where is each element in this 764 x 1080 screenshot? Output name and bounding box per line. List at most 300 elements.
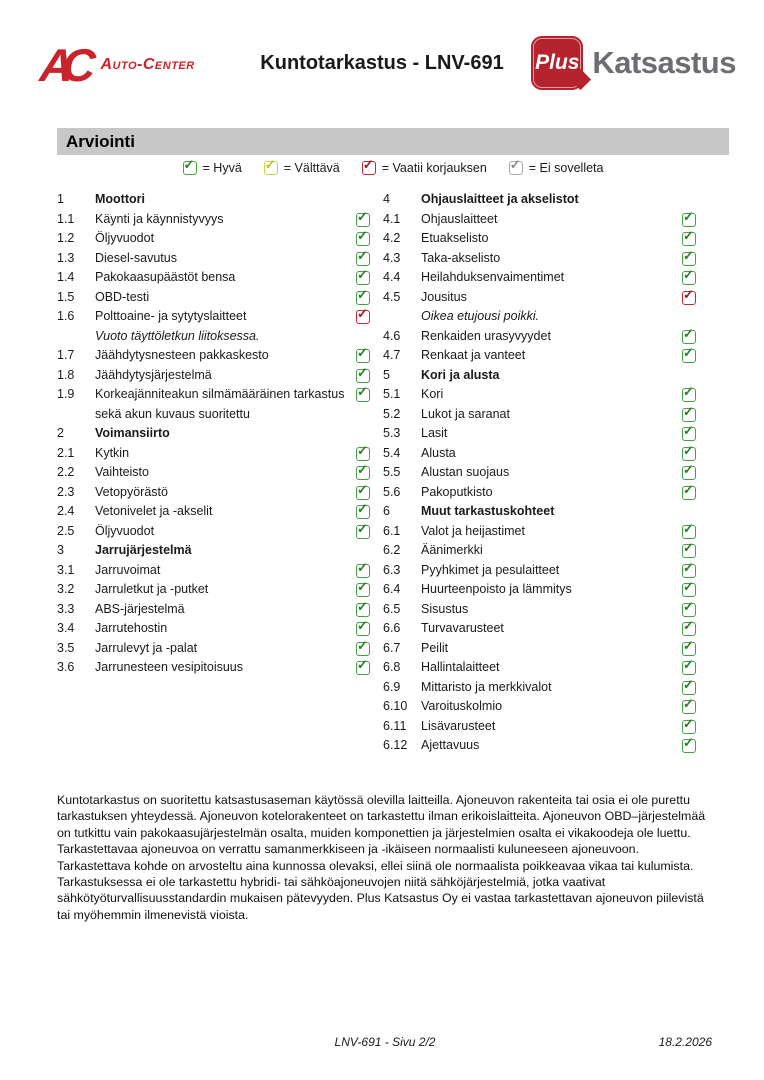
checklist-col-right: [383, 190, 696, 756]
status-cell: [354, 658, 370, 675]
check-mark-icon: ✓: [683, 423, 694, 438]
check-mark-icon: ✓: [357, 208, 368, 224]
status-cell: [680, 600, 696, 617]
checklist-row: [57, 483, 370, 503]
checklist-row: [57, 600, 370, 620]
item-label: Vetonivelet ja -akselit: [95, 504, 213, 518]
item-number: 5.3: [383, 426, 401, 440]
item-label: Jarrunesteen vesipitoisuus: [95, 660, 243, 674]
check-mark-icon: ✓: [357, 345, 368, 360]
status-cell: [680, 424, 696, 441]
checkbox-good-icon: [682, 540, 696, 558]
item-number: 3.5: [57, 640, 75, 655]
item-label: Ohjauslaitteet: [421, 211, 498, 226]
legend-item: [264, 157, 340, 175]
checklist-row: [57, 307, 370, 327]
status-cell: [680, 346, 696, 363]
item-number: 5.5: [383, 465, 401, 479]
item-number: 5.1: [383, 387, 401, 401]
item-label: Peilit: [421, 640, 449, 655]
status-cell: [680, 678, 696, 695]
item-number: 4.1: [383, 211, 401, 226]
check-mark-icon: ✓: [683, 481, 694, 497]
checklist-row: [57, 346, 370, 366]
checklist-row: [383, 658, 696, 678]
item-label: Pyyhkimet ja pesulaitteet: [421, 562, 560, 577]
item-number: 4: [383, 192, 390, 206]
status-cell: [680, 268, 696, 285]
item-label: Varoituskolmio: [421, 699, 503, 713]
page-footer-date: 18.2.2026: [658, 1035, 712, 1049]
legend-label: = Hyvä: [202, 161, 242, 175]
status-cell: [354, 366, 370, 383]
item-number: 6.2: [383, 543, 401, 557]
item-label: Taka-akselisto: [421, 250, 501, 265]
checklist-row: [383, 600, 696, 620]
checklist-row: [383, 424, 696, 444]
status-cell: [354, 463, 370, 480]
plus-katsastus-logo: [531, 36, 736, 90]
item-number: 6.8: [383, 660, 401, 674]
item-label: Alusta: [421, 445, 456, 460]
status-cell: [354, 619, 370, 636]
section-header-bar: Arviointi: [57, 128, 729, 155]
status-cell: [680, 463, 696, 480]
status-cell: [680, 229, 696, 246]
status-cell: [680, 522, 696, 539]
item-label: Polttoaine- ja sytytyslaitteet: [95, 309, 247, 323]
check-mark-icon: ✓: [357, 559, 368, 575]
check-mark-icon: ✓: [357, 637, 368, 653]
status-cell: [354, 541, 370, 544]
item-label: Jäähdytysjärjestelmä: [95, 367, 212, 382]
check-mark-icon: ✓: [357, 462, 368, 477]
item-number: 6.12: [383, 738, 408, 752]
status-cell: [354, 385, 370, 402]
item-label: Diesel-savutus: [95, 250, 177, 265]
status-cell: [680, 502, 696, 505]
status-cell: [680, 717, 696, 734]
checkbox-good-icon: [356, 364, 370, 383]
status-cell: [354, 639, 370, 656]
check-mark-icon: ✓: [683, 598, 694, 614]
auto-center-logo-mark: AC: [38, 39, 87, 91]
check-mark-icon: ✓: [683, 267, 694, 282]
item-label: Jarrulevyt ja -palat: [95, 640, 198, 655]
checklist-row: [57, 327, 370, 347]
item-label: Hallintalaitteet: [421, 660, 500, 674]
checklist-row: [383, 307, 696, 327]
checklist-row: [383, 385, 696, 405]
item-label: Mittaristo ja merkkivalot: [421, 679, 552, 694]
check-mark-icon: ✓: [357, 384, 368, 399]
item-label: Kori: [421, 387, 444, 401]
checklist-row: [57, 580, 370, 600]
checkbox-good-icon: [682, 598, 696, 617]
checklist-row: [383, 327, 696, 347]
item-note: Vuoto täyttöletkun liitoksessa.: [95, 328, 260, 343]
checklist-row: [383, 697, 696, 717]
check-mark-icon: ✓: [683, 208, 694, 224]
status-cell: [354, 190, 370, 193]
legend-item: [183, 157, 242, 175]
checklist-row: [383, 190, 696, 210]
item-label: Jäähdytysnesteen pakkaskesto: [95, 348, 269, 362]
checklist-row: [383, 346, 696, 366]
checkbox-good-icon: [682, 735, 696, 753]
status-cell: [680, 307, 696, 310]
checklist-row: [383, 288, 696, 308]
check-mark-icon: ✓: [357, 228, 368, 243]
item-label: Huurteenpoisto ja lämmitys: [421, 582, 572, 596]
item-number: 2: [57, 426, 64, 440]
status-cell: [354, 502, 370, 519]
checklist-row: [383, 229, 696, 249]
status-cell: [354, 327, 370, 330]
checkbox-good-icon: [682, 481, 696, 500]
plus-badge-text: Plus: [535, 51, 580, 74]
status-cell: [680, 249, 696, 266]
status-cell: [354, 424, 370, 427]
item-number: 1.6: [57, 309, 75, 323]
check-mark-icon: ✓: [683, 540, 694, 555]
item-number: 6.6: [383, 621, 401, 635]
check-mark-icon: ✓: [683, 247, 694, 263]
checkbox-good-icon: [356, 345, 370, 363]
check-mark-icon: ✓: [683, 384, 694, 399]
checkbox-good-icon: [356, 559, 370, 578]
checkbox-good-icon: [356, 481, 370, 500]
item-label: Lisävarusteet: [421, 718, 496, 733]
check-mark-icon: ✓: [683, 520, 694, 536]
checklist-row: [57, 268, 370, 288]
item-number: 1.7: [57, 348, 75, 362]
checklist-row: [383, 522, 696, 542]
terms-paragraph: Kuntotarkastus on suoritettu katsastusaseman käytössä olevilla laitteilla. Ajoneuvon rakenteita tai osia ei ole purettu tarkastuksen yhteydessä. Ajoneuvon kotelorakenteet on tarkastettu ilman erikoislaitteita. Ajoneuvon OBD–järjestelmää on tutkittu vain pakokaasujärjestelmän osalta, muiden komponettien ja järjestelmien osalta ei vikakoodeja ole luettu. Tarkastettavaa ajoneuvoa on verrattu samanmerkkiseen ja -ikäiseen normaalisti kuluneeseen ajoneuvoon. Tarkastettava kohde on arvosteltu aina kunnossa olevaksi, ellei siinä ole normaalista poikkeavaa vikaa tai kulumista. Tarkastuksessa ei ole tarkastettu hybridi- tai sähköajoneuvojen niitä sähköjärjestelmiä, jotka vaativat sähkötyöturvallisuusstandardin mukaisen pätevyyden. Plus Katsastus Oy ei vastaa tarkastettavan ajoneuvon piilevistä tai myöhemmin ilmenevistä vioista.: [57, 793, 706, 922]
item-label: OBD-testi: [95, 289, 150, 304]
check-mark-icon: ✓: [683, 657, 694, 672]
item-label: Öljyvuodot: [95, 523, 155, 538]
item-label: Jousitus: [421, 289, 467, 304]
check-mark-icon: ✓: [683, 735, 694, 750]
checklist-row: [57, 210, 370, 230]
item-number: 1.1: [57, 211, 75, 226]
status-cell: [680, 405, 696, 422]
checklist-row: [57, 190, 370, 210]
checkbox-good-icon: [682, 325, 696, 344]
checklist-row: [57, 522, 370, 542]
status-cell: [354, 522, 370, 539]
item-number: 5.2: [383, 406, 401, 421]
check-mark-icon: ✓: [357, 267, 368, 282]
checklist-row: [57, 249, 370, 269]
status-cell: [680, 366, 696, 369]
check-mark-icon: ✓: [357, 618, 368, 633]
checklist: [57, 190, 729, 756]
item-label: ABS-järjestelmä: [95, 601, 185, 616]
checkbox-good-icon: [682, 520, 696, 539]
checklist-row: [57, 658, 370, 678]
checkbox-good-icon: [356, 384, 370, 402]
item-number: 4.3: [383, 250, 401, 265]
item-note: Oikea etujousi poikki.: [421, 309, 540, 323]
check-mark-icon: ✓: [683, 462, 694, 477]
checkbox-good-icon: [356, 598, 370, 617]
section-title: Ohjauslaitteet ja akselistot: [421, 192, 579, 206]
item-label: Äänimerkki: [421, 543, 483, 557]
item-number: 1.9: [57, 387, 75, 401]
item-number: 6: [383, 504, 390, 518]
checkbox-good-icon: [682, 696, 696, 714]
item-label: Heilahduksenvaimentimet: [421, 270, 565, 284]
checkbox-repair-icon: [682, 286, 696, 305]
checkbox-good-icon: [682, 637, 696, 656]
checkbox-good-icon: [356, 247, 370, 266]
item-number: 6.10: [383, 699, 408, 713]
checklist-row: [57, 639, 370, 659]
status-cell: [354, 288, 370, 305]
checkbox-good-icon: [682, 247, 696, 266]
section-title: Jarrujärjestelmä: [95, 543, 192, 557]
checkbox-good-icon: [356, 579, 370, 597]
plus-badge-icon: [531, 36, 583, 90]
status-cell: [680, 541, 696, 558]
check-mark-icon: ✓: [357, 501, 368, 516]
item-number: 6.3: [383, 562, 401, 577]
item-label: Turvavarusteet: [421, 621, 504, 635]
check-mark-icon: ✓: [683, 676, 694, 692]
status-cell: [354, 346, 370, 363]
check-mark-icon: ✓: [683, 228, 694, 243]
status-cell: [680, 444, 696, 461]
item-number: 2.2: [57, 465, 75, 479]
checkbox-good-icon: [183, 157, 197, 175]
section-title: Kori ja alusta: [421, 367, 500, 382]
checkbox-good-icon: [682, 579, 696, 597]
checklist-row: [383, 541, 696, 561]
item-number: 5.4: [383, 445, 401, 460]
checkbox-good-icon: [356, 267, 370, 285]
item-number: 6.4: [383, 582, 401, 596]
status-cell: [354, 210, 370, 227]
item-number: 3.4: [57, 621, 75, 635]
checkbox-repair-icon: [356, 306, 370, 324]
checklist-row: [57, 619, 370, 639]
checklist-row: [383, 210, 696, 230]
checklist-row: [383, 639, 696, 659]
checkbox-good-icon: [356, 286, 370, 305]
item-label: Pakoputkisto: [421, 484, 493, 499]
checklist-row: [383, 249, 696, 269]
item-number: 1.8: [57, 367, 75, 382]
checklist-row: [383, 619, 696, 639]
item-label: Lukot ja saranat: [421, 406, 510, 421]
item-number: 1.2: [57, 231, 75, 245]
item-label: Jarruvoimat: [95, 562, 161, 577]
check-mark-icon: ✓: [683, 345, 694, 360]
check-mark-icon: ✓: [683, 696, 694, 711]
check-mark-icon: ✓: [357, 306, 368, 321]
status-cell: [680, 619, 696, 636]
checkbox-good-icon: [356, 442, 370, 461]
checklist-row: [57, 424, 370, 444]
item-label: Lasit: [421, 426, 448, 440]
item-number: 6.7: [383, 640, 401, 655]
check-mark-icon: ✓: [683, 286, 694, 302]
checkbox-good-icon: [682, 676, 696, 695]
status-cell: [354, 483, 370, 500]
checklist-row: [383, 366, 696, 386]
legend-label: = Vaatii korjauksen: [381, 161, 487, 175]
checkbox-good-icon: [682, 208, 696, 227]
item-number: 3: [57, 543, 64, 557]
checkbox-good-icon: [356, 462, 370, 480]
section-title: Muut tarkastuskohteet: [421, 504, 555, 518]
status-cell: [680, 288, 696, 305]
check-mark-icon: ✓: [683, 715, 694, 731]
status-cell: [354, 268, 370, 285]
checkbox-good-icon: [682, 345, 696, 363]
checkbox-good-icon: [356, 657, 370, 675]
page-title: Kuntotarkastus - LNV-691: [260, 52, 504, 74]
legend-label: = Välttävä: [283, 161, 340, 175]
check-mark-icon: ✓: [357, 442, 368, 458]
check-mark-icon: ✓: [683, 325, 694, 341]
status-cell: [354, 444, 370, 461]
item-number: 3.6: [57, 660, 75, 674]
item-number: 5: [383, 367, 390, 382]
legend-item: [509, 157, 604, 175]
section-title: Voimansiirto: [95, 426, 170, 440]
checkbox-good-icon: [682, 423, 696, 441]
checklist-row: [383, 483, 696, 503]
item-number: 2.4: [57, 504, 75, 518]
status-cell: [680, 483, 696, 500]
item-number: 4.5: [383, 289, 401, 304]
checklist-row: [57, 229, 370, 249]
status-cell: [680, 327, 696, 344]
checklist-row: [383, 502, 696, 522]
status-cell: [354, 561, 370, 578]
status-cell: [680, 580, 696, 597]
status-cell: [680, 658, 696, 675]
checkbox-good-icon: [682, 384, 696, 402]
item-number: 3.2: [57, 582, 75, 596]
checklist-row: [383, 561, 696, 581]
checklist-row: [383, 444, 696, 464]
auto-center-logo-text: Auto-Center: [100, 56, 195, 73]
item-label: Etuakselisto: [421, 231, 489, 245]
checklist-row: [57, 463, 370, 483]
page-footer-center: LNV-691 - Sivu 2/2: [334, 1035, 436, 1049]
check-mark-icon: ✓: [357, 579, 368, 594]
status-cell: [680, 385, 696, 402]
checkbox-good-icon: [356, 520, 370, 539]
checklist-row: [383, 736, 696, 756]
checklist-row: [57, 502, 370, 522]
legend: [57, 157, 729, 175]
checklist-row: [57, 561, 370, 581]
checklist-col-left: [57, 190, 370, 756]
checkbox-good-icon: [356, 618, 370, 636]
checkbox-good-icon: [682, 403, 696, 422]
checklist-row: [383, 268, 696, 288]
item-number: 2.3: [57, 484, 75, 499]
status-cell: [354, 307, 370, 324]
checkbox-good-icon: [682, 657, 696, 675]
item-label: Käynti ja käynnistyvyys: [95, 211, 224, 226]
item-number: 6.9: [383, 679, 401, 694]
item-number: 3.3: [57, 601, 75, 616]
item-number: 1.4: [57, 270, 75, 284]
legend-label: = Ei sovelleta: [528, 161, 604, 175]
checkbox-good-icon: [356, 228, 370, 246]
checkbox-good-icon: [356, 501, 370, 519]
katsastus-logo-text: Katsastus: [592, 45, 736, 80]
checklist-row: [57, 288, 370, 308]
item-number: 4.7: [383, 348, 401, 362]
check-mark-icon: ✓: [683, 442, 694, 458]
checkbox-good-icon: [682, 462, 696, 480]
checkbox-good-icon: [682, 559, 696, 578]
checkbox-good-icon: [682, 228, 696, 246]
check-mark-icon: ✓: [357, 364, 368, 380]
item-number: 3.1: [57, 562, 75, 577]
checkbox-good-icon: [682, 618, 696, 636]
check-mark-icon: ✓: [683, 579, 694, 594]
status-cell: [680, 190, 696, 193]
item-label: Sisustus: [421, 601, 469, 616]
item-label: Jarruletkut ja -putket: [95, 582, 209, 596]
item-label: Renkaiden urasyvyydet: [421, 328, 551, 343]
status-cell: [680, 697, 696, 714]
status-cell: [354, 600, 370, 617]
status-cell: [680, 561, 696, 578]
check-mark-icon: ✓: [357, 286, 368, 302]
item-label: Vetopyörästö: [95, 484, 168, 499]
item-number: 4.6: [383, 328, 401, 343]
item-label: Alustan suojaus: [421, 465, 510, 479]
checkbox-good-icon: [356, 637, 370, 656]
checkbox-good-icon: [682, 442, 696, 461]
check-mark-icon: ✓: [357, 481, 368, 497]
item-number: 4.2: [383, 231, 401, 245]
checklist-row: [57, 366, 370, 386]
item-number: 4.4: [383, 270, 401, 284]
check-mark-icon: ✓: [683, 403, 694, 419]
checkbox-na-icon: [509, 157, 523, 175]
check-mark-icon: ✓: [357, 520, 368, 536]
item-label: Vaihteisto: [95, 465, 149, 479]
check-mark-icon: ✓: [357, 247, 368, 263]
status-cell: [680, 639, 696, 656]
check-mark-icon: ✓: [183, 157, 195, 172]
item-number: 1.3: [57, 250, 75, 265]
checkbox-fair-icon: [264, 157, 278, 175]
item-label: Kytkin: [95, 445, 130, 460]
item-number: 6.1: [383, 523, 401, 538]
status-cell: [680, 210, 696, 227]
item-number: 1: [57, 192, 64, 206]
checklist-row: [383, 580, 696, 600]
checklist-row: [57, 444, 370, 464]
item-number: 6.11: [383, 718, 407, 733]
checkbox-good-icon: [356, 208, 370, 227]
status-cell: [680, 736, 696, 753]
item-label: Ajettavuus: [421, 738, 480, 752]
check-mark-icon: ✓: [683, 559, 694, 575]
check-mark-icon: ✓: [357, 657, 368, 672]
